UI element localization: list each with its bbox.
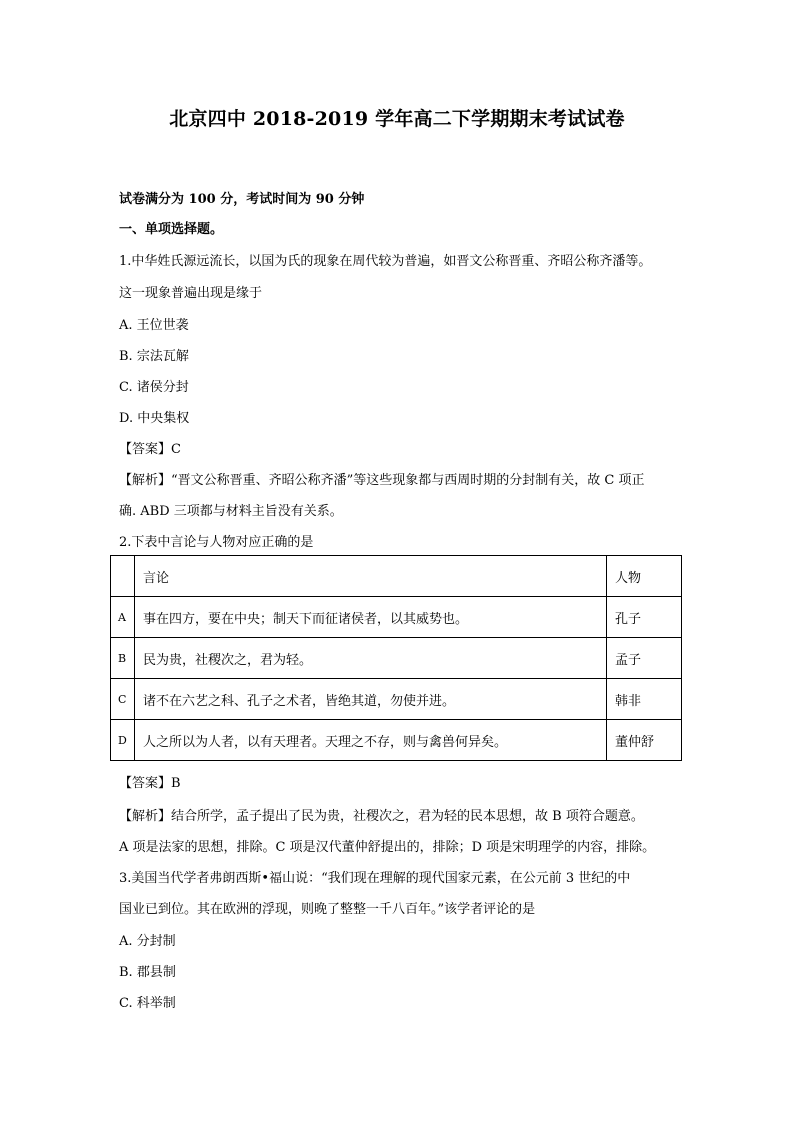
person-cell: 孔子 <box>607 597 682 638</box>
q1-analysis-line2: 确. ABD 三项都与材料主旨没有关系。 <box>119 504 343 519</box>
row-label: D <box>111 720 135 761</box>
table-header-cell: 人物 <box>607 556 682 597</box>
q3-option-c: C. 科举制 <box>119 996 176 1011</box>
exam-intro: 试卷满分为 100 分，考试时间为 90 分钟 <box>119 192 365 207</box>
section-heading: 一、单项选择题。 <box>119 222 224 237</box>
q2-stem: 2.下表中言论与人物对应正确的是 <box>119 535 314 550</box>
q2-analysis-line1: 【解析】结合所学，孟子提出了民为贵，社稷次之，君为轻的民本思想，故 B 项符合题意。 <box>119 809 644 824</box>
table-header-row <box>111 556 682 597</box>
person-cell: 董仲舒 <box>607 720 682 761</box>
quote-cell: 人之所以为人者，以有天理者。天理之不存，则与禽兽何异矣。 <box>135 720 607 761</box>
row-label: B <box>111 638 135 679</box>
q1-answer: 【答案】C <box>119 442 181 457</box>
q1-option-a: A. 王位世袭 <box>119 318 189 333</box>
table-header-cell <box>111 556 135 597</box>
quote-cell: 事在四方，要在中央；制天下而征诸侯者，以其威势也。 <box>135 597 607 638</box>
q1-stem-line1: 1.中华姓氏源远流长，以国为氏的现象在周代较为普遍，如晋文公称晋重、齐昭公称齐潘等。 <box>119 254 652 269</box>
q2-table <box>110 555 682 761</box>
quote-cell: 民为贵，社稷次之，君为轻。 <box>135 638 607 679</box>
table-header-cell: 言论 <box>135 556 607 597</box>
person-cell: 孟子 <box>607 638 682 679</box>
q2-analysis-line2: A 项是法家的思想，排除。C 项是汉代董仲舒提出的，排除；D 项是宋明理学的内容，排除。 <box>119 840 656 855</box>
q1-option-b: B. 宗法瓦解 <box>119 349 189 364</box>
q3-stem-line1: 3.美国当代学者弗朗西斯•福山说：“我们现在理解的现代国家元素，在公元前 3 世纪的中 <box>119 871 631 886</box>
q2-answer: 【答案】B <box>119 776 181 791</box>
q1-option-c: C. 诸侯分封 <box>119 380 189 395</box>
table-row <box>111 720 682 761</box>
q3-option-b: B. 郡县制 <box>119 965 176 980</box>
document-title: 北京四中 2018-2019 学年高二下学期期末考试试卷 <box>169 108 625 130</box>
row-label: A <box>111 597 135 638</box>
quote-cell: 诸不在六艺之科、孔子之术者，皆绝其道，勿使并进。 <box>135 679 607 720</box>
table-row <box>111 638 682 679</box>
row-label: C <box>111 679 135 720</box>
q1-option-d: D. 中央集权 <box>119 411 190 426</box>
q1-analysis-line1: 【解析】“晋文公称晋重、齐昭公称齐潘”等这些现象都与西周时期的分封制有关，故 C 项正 <box>119 473 645 488</box>
q3-option-a: A. 分封制 <box>119 934 176 949</box>
q3-stem-line2: 国业已到位。其在欧洲的浮现，则晚了整整一千八百年。”该学者评论的是 <box>119 902 536 917</box>
person-cell: 韩非 <box>607 679 682 720</box>
table-row <box>111 679 682 720</box>
q1-stem-line2: 这一现象普遍出现是缘于 <box>119 286 263 301</box>
table-row <box>111 597 682 638</box>
